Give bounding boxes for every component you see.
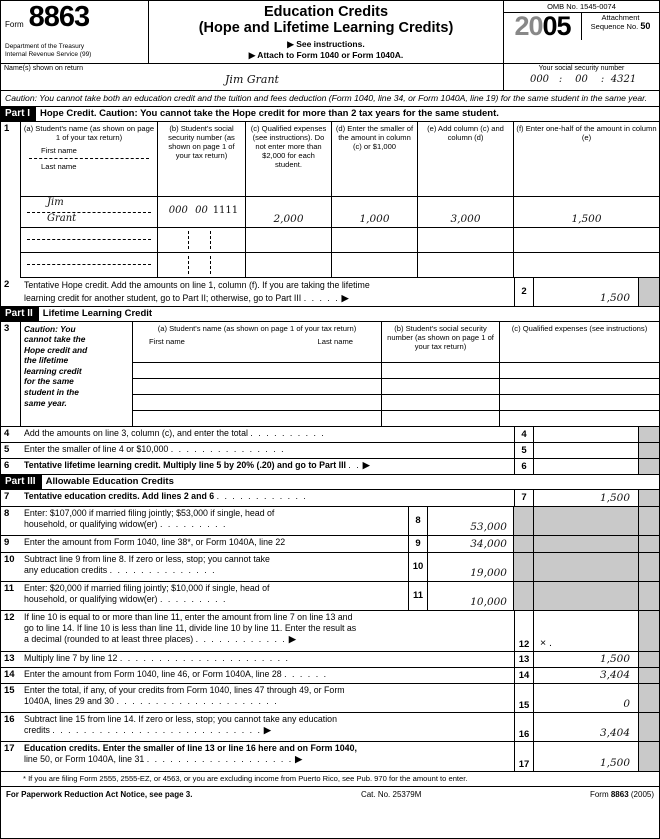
part-1-title: Hope Credit. Caution: You cannot take the Hope credit for more than 2 tax years for the same student. bbox=[36, 107, 659, 121]
line-15-value: 0 bbox=[623, 697, 630, 710]
part-2-caution-line-2: cannot take the bbox=[24, 334, 86, 345]
line-16-number: 16 bbox=[4, 713, 15, 725]
line-17-cents-box bbox=[638, 742, 659, 771]
line-12-number: 12 bbox=[4, 611, 15, 623]
line-5-number: 5 bbox=[4, 443, 10, 455]
line-6-arrow-icon: ▶ bbox=[362, 459, 370, 470]
footer-center: Cat. No. 25379M bbox=[360, 789, 422, 799]
line-15-text-2: 1040A, lines 29 and 30 bbox=[24, 695, 114, 706]
row-3-half-cell[interactable] bbox=[514, 253, 659, 277]
ssn-field-cell[interactable] bbox=[504, 64, 659, 90]
line-8-text-2: household, or qualifying widow(er) bbox=[24, 518, 158, 529]
line-17-text-2: line 50, or Form 1040A, line 31 bbox=[24, 753, 145, 764]
row-1-last-name: Grant bbox=[47, 212, 77, 224]
p2-col-b-header: (b) Student's social security number (as shown on page 1 of your tax return) bbox=[382, 322, 500, 362]
line-11-dots: . . . . . . . . . bbox=[159, 593, 228, 604]
line-9-text: Enter the amount from Form 1040, line 38*, or Form 1040A, line 22 bbox=[24, 536, 286, 547]
line-17-box-number: 17 bbox=[514, 742, 534, 771]
row-1-smaller: 1,000 bbox=[359, 212, 390, 225]
line-15-box-number: 15 bbox=[514, 684, 534, 712]
p2-col-a-title: (a) Student's name (as shown on page 1 of your tax return) bbox=[157, 323, 357, 333]
table-row[interactable] bbox=[21, 228, 659, 253]
line-12-value: × . bbox=[540, 636, 552, 649]
p2-row-4-ssn-cell[interactable] bbox=[382, 411, 500, 426]
line-5-row bbox=[1, 443, 659, 459]
line-12-amount-box[interactable] bbox=[534, 611, 638, 651]
line-14-cents-box bbox=[638, 668, 659, 683]
ssn-divider-2: : bbox=[600, 74, 605, 85]
line-14-row bbox=[1, 668, 659, 684]
footer-form-word: Form bbox=[589, 789, 609, 799]
form-header bbox=[1, 1, 659, 64]
line-16-text-1: Subtract line 15 from line 14. If zero or less, stop; you cannot take any education bbox=[24, 713, 337, 724]
part-1-bar bbox=[1, 107, 659, 122]
line-16-row bbox=[1, 713, 659, 742]
line-7-text-wrap bbox=[21, 490, 514, 506]
form-identity-block bbox=[1, 1, 149, 63]
line-8-cents-blocked bbox=[638, 507, 659, 535]
line-2-number: 2 bbox=[4, 278, 10, 290]
line-13-text: Multiply line 7 by line 12 bbox=[24, 652, 118, 663]
row-1-smaller-cell[interactable] bbox=[332, 197, 418, 227]
line-8-dots: . . . . . . . . . bbox=[159, 518, 228, 529]
line-7-number: 7 bbox=[4, 490, 10, 502]
table-row[interactable] bbox=[133, 379, 659, 395]
part-3-footnote: * If you are filing Form 2555, 2555-EZ, or 4563, or you are excluding income from Puerto Rico, see Pub. 970 for the amount to enter. bbox=[23, 773, 468, 783]
table-row[interactable] bbox=[133, 411, 659, 426]
omb-number: OMB No. 1545-0074 bbox=[504, 1, 659, 13]
line-2-row bbox=[1, 278, 659, 307]
line-12-arrow-icon: ▶ bbox=[288, 633, 296, 644]
tax-year-suffix: 05 bbox=[542, 11, 571, 41]
line-5-text-wrap bbox=[21, 443, 514, 458]
row-1-half-cell[interactable] bbox=[514, 197, 659, 227]
row-3-add-cell[interactable] bbox=[418, 253, 514, 277]
line-4-text: Add the amounts on line 3, column (c), and enter the total bbox=[24, 427, 248, 438]
line-8-sub-value: 53,000 bbox=[470, 520, 507, 533]
line-2-value: 1,500 bbox=[599, 291, 630, 304]
line-15-text-1: Enter the total, if any, of your credits from Form 1040, lines 47 through 49, or Form bbox=[24, 684, 345, 695]
line-10-main-blocked bbox=[534, 553, 638, 581]
ssn-part-2: 00 bbox=[575, 74, 588, 85]
part-1-table bbox=[1, 122, 659, 278]
p2-row-2-name-cell[interactable] bbox=[133, 379, 382, 394]
row-1-add-cell[interactable] bbox=[418, 197, 514, 227]
attachment-number: 50 bbox=[640, 21, 651, 31]
attachment-label-1: Attachment bbox=[601, 13, 640, 22]
part-2-caution-line-3: Hope credit and bbox=[24, 344, 88, 355]
part-2-caution bbox=[21, 322, 133, 426]
row-1-ssn-part-1: 000 bbox=[168, 204, 188, 216]
line-12-box-number: 12 bbox=[514, 611, 534, 651]
line-16-dots: . . . . . . . . . . . . . . . . . . . . . . . . . . . bbox=[52, 724, 262, 735]
p2-row-1-qualified-cell[interactable] bbox=[500, 363, 659, 378]
row-3-smaller-cell[interactable] bbox=[332, 253, 418, 277]
line-3-number: 3 bbox=[1, 322, 21, 426]
part-2-caution-line-6: for the same bbox=[24, 376, 74, 387]
row-3-name-cell[interactable] bbox=[21, 253, 158, 277]
col-f-header: (f) Enter one-half of the amount in column (e) bbox=[516, 123, 657, 142]
attachment-sequence bbox=[582, 13, 659, 40]
row-3-ssn-tick-1 bbox=[188, 256, 189, 274]
line-4-dots: . . . . . . . . . . bbox=[250, 427, 326, 438]
table-row[interactable] bbox=[133, 395, 659, 411]
p2-row-3-qualified-cell[interactable] bbox=[500, 395, 659, 410]
line-7-cents-box bbox=[638, 490, 659, 506]
line-13-amount-box[interactable] bbox=[534, 652, 638, 667]
form-title-line-1: Education Credits bbox=[263, 4, 389, 20]
line-11-sub-value: 10,000 bbox=[470, 595, 507, 608]
part-2-caution-line-4: the lifetime bbox=[24, 355, 69, 366]
col-d-header: (d) Enter the smaller of the amount in column (c) or $1,000 bbox=[332, 122, 418, 196]
line-13-row bbox=[1, 652, 659, 668]
line-4-text-wrap bbox=[21, 427, 514, 442]
ssn-field-value bbox=[504, 74, 659, 85]
line-6-amount-box[interactable] bbox=[534, 459, 638, 474]
caution-note: Caution: You cannot take both an education credit and the tuition and fees deduction (Form 1040, line 34, or Form 1040A, line 19) for the same student in the same year. bbox=[1, 91, 659, 107]
line-10-sub-amount-box[interactable] bbox=[428, 553, 514, 581]
line-7-value: 1,500 bbox=[599, 491, 630, 504]
line-12-dots: . . . . . . . . . . . . bbox=[195, 633, 287, 644]
line-15-number: 15 bbox=[4, 684, 15, 696]
line-10-text-2: any education credits bbox=[24, 564, 108, 575]
department-line-1: Department of the Treasury bbox=[5, 43, 85, 50]
line-9-text-wrap bbox=[21, 536, 408, 552]
line-11-row bbox=[1, 582, 659, 611]
table-row[interactable] bbox=[133, 363, 659, 379]
col-a-last-label: Last name bbox=[41, 161, 77, 171]
line-15-row bbox=[1, 684, 659, 713]
tax-year bbox=[504, 13, 582, 40]
line-4-box-number: 4 bbox=[514, 427, 534, 442]
line-12-row bbox=[1, 611, 659, 652]
line-4-number: 4 bbox=[4, 427, 10, 439]
p2-row-4-qualified-cell[interactable] bbox=[500, 411, 659, 426]
row-2-add-cell[interactable] bbox=[418, 228, 514, 252]
line-6-text-wrap bbox=[21, 459, 514, 474]
line-2-text-line-b bbox=[21, 292, 514, 305]
line-10-cents-blocked bbox=[638, 553, 659, 581]
row-2-qualified-cell[interactable] bbox=[246, 228, 332, 252]
line-15-cents-box bbox=[638, 684, 659, 712]
row-2-half-cell[interactable] bbox=[514, 228, 659, 252]
part-2-caution-line-8: same year. bbox=[24, 397, 67, 408]
line-2-arrow-icon: ▶ bbox=[341, 292, 349, 303]
row-3-qualified-cell[interactable] bbox=[246, 253, 332, 277]
table-row[interactable] bbox=[21, 253, 659, 278]
line-11-sub-cents-box bbox=[514, 582, 534, 610]
line-4-cents-box bbox=[638, 427, 659, 442]
row-3-ssn-tick-2 bbox=[210, 256, 211, 274]
line-4-row bbox=[1, 427, 659, 443]
line-17-text-1: Education credits. Enter the smaller of line 13 or line 16 here and on Form 1040, bbox=[24, 742, 357, 753]
part-2-label: Part II bbox=[5, 308, 33, 319]
line-7-amount-box[interactable] bbox=[534, 490, 638, 506]
part-2-caution-line-1: Caution: You bbox=[24, 323, 76, 334]
line-13-dots: . . . . . . . . . . . . . . . . . . . . . . bbox=[119, 652, 290, 663]
p2-row-1-name-cell[interactable] bbox=[133, 363, 382, 378]
footer-form-year: (2005) bbox=[630, 789, 654, 799]
line-16-arrow-icon: ▶ bbox=[263, 724, 271, 735]
line-10-number: 10 bbox=[4, 553, 15, 565]
form-number: 8863 bbox=[28, 1, 90, 33]
line-12-cents-box bbox=[638, 611, 659, 651]
line-17-text-wrap bbox=[21, 742, 514, 771]
ssn-field-label: Your social security number bbox=[538, 65, 625, 72]
line-6-text: Tentative lifetime learning credit. Multiply line 5 by 20% (.20) and go to Part III bbox=[24, 459, 346, 470]
footer-form-number: 8863 bbox=[610, 789, 629, 799]
line-16-value: 3,404 bbox=[599, 726, 630, 739]
line-10-row bbox=[1, 553, 659, 582]
line-7-text: Tentative education credits. Add lines 2 and 6 bbox=[24, 490, 215, 501]
line-13-cents-box bbox=[638, 652, 659, 667]
p2-row-2-ssn-cell[interactable] bbox=[382, 379, 500, 394]
line-17-value: 1,500 bbox=[599, 756, 630, 769]
line-1-number: 1 bbox=[1, 122, 21, 278]
col-e-header: (e) Add column (c) and column (d) bbox=[418, 122, 514, 196]
line-15-amount-box[interactable] bbox=[534, 684, 638, 712]
part-2-column-headers bbox=[133, 322, 659, 363]
footer-right bbox=[590, 790, 654, 799]
form-title-block bbox=[149, 1, 504, 63]
line-5-dots: . . . . . . . . . . . . . . . bbox=[170, 443, 286, 454]
line-2-text-b: learning credit for another student, go to Part II; otherwise, go to Part III bbox=[24, 292, 302, 303]
row-2-ssn-tick-2 bbox=[210, 231, 211, 249]
part-3-title: Allowable Education Credits bbox=[42, 475, 659, 489]
line-16-text-wrap bbox=[21, 713, 514, 741]
row-2-ssn-cell[interactable] bbox=[158, 228, 246, 252]
line-14-text: Enter the amount from Form 1040, line 46, or Form 1040A, line 28 bbox=[24, 668, 282, 679]
line-8-text-1: Enter: $107,000 if married filing jointly; $53,000 if single, head of bbox=[24, 507, 275, 518]
line-13-text-wrap bbox=[21, 652, 514, 667]
omb-year-block bbox=[504, 1, 659, 63]
table-row[interactable] bbox=[21, 197, 659, 228]
line-2-dots: . . . . . bbox=[303, 292, 340, 303]
line-17-amount-box[interactable] bbox=[534, 742, 638, 771]
col-a-header bbox=[21, 122, 158, 196]
line-16-amount-box[interactable] bbox=[534, 713, 638, 741]
page-footer bbox=[1, 786, 659, 799]
line-17-row bbox=[1, 742, 659, 772]
part-1-label: Part I bbox=[5, 108, 31, 119]
line-2-text-a: Tentative Hope credit. Add the amounts on line 1, column (f). If you are taking the lifetime bbox=[24, 279, 370, 290]
department-line-2: Internal Revenue Service (99) bbox=[5, 50, 92, 58]
line-16-cents-box bbox=[638, 713, 659, 741]
part-1-column-headers bbox=[21, 122, 659, 197]
form-title-line-2: (Hope and Lifetime Learning Credits) bbox=[198, 20, 454, 36]
part-2-bar bbox=[1, 307, 659, 322]
line-7-dots: . . . . . . . . . . . . bbox=[216, 490, 308, 501]
col-a-divider bbox=[29, 158, 149, 159]
line-9-sub-cents-box bbox=[514, 536, 534, 552]
name-field-label: Name(s) shown on return bbox=[4, 65, 83, 72]
line-12-text-wrap bbox=[21, 611, 514, 651]
line-15-dots: . . . . . . . . . . . . . . . . . . . . . bbox=[116, 695, 279, 706]
line-2-amount-box[interactable] bbox=[534, 278, 638, 306]
p2-row-3-name-cell[interactable] bbox=[133, 395, 382, 410]
attachment-label-2: Sequence No. bbox=[590, 22, 639, 31]
row-3-ssn-cell[interactable] bbox=[158, 253, 246, 277]
ssn-divider-1: : bbox=[558, 74, 563, 85]
line-7-box-number: 7 bbox=[514, 490, 534, 506]
form-word-label: Form bbox=[5, 20, 24, 29]
line-11-sub-box-number: 11 bbox=[408, 582, 428, 610]
line-8-sub-cents-box bbox=[514, 507, 534, 535]
row-2-smaller-cell[interactable] bbox=[332, 228, 418, 252]
row-1-ssn-part-2: 00 bbox=[195, 204, 208, 216]
p2-col-c-header: (c) Qualified expenses (see instructions) bbox=[511, 323, 648, 333]
line-9-main-blocked bbox=[534, 536, 638, 552]
line-9-number: 9 bbox=[4, 536, 10, 548]
line-6-row bbox=[1, 459, 659, 475]
p2-col-a-first-label: First name bbox=[149, 336, 185, 346]
line-10-sub-cents-box bbox=[514, 553, 534, 581]
line-5-text: Enter the smaller of line 4 or $10,000 bbox=[24, 443, 169, 454]
row-1-name-cell[interactable] bbox=[21, 197, 158, 227]
line-10-sub-value: 19,000 bbox=[470, 566, 507, 579]
p2-col-a-last-label: Last name bbox=[317, 336, 353, 346]
ssn-part-3: 4321 bbox=[610, 74, 637, 85]
part-3-label: Part III bbox=[5, 476, 36, 487]
line-8-number: 8 bbox=[4, 507, 10, 519]
line-10-text-wrap bbox=[21, 553, 408, 581]
line-16-text-2: credits bbox=[24, 724, 50, 735]
part-3-bar bbox=[1, 475, 659, 490]
line-11-text-2: household, or qualifying widow(er) bbox=[24, 593, 158, 604]
line-9-sub-box-number: 9 bbox=[408, 536, 428, 552]
line-14-amount-box[interactable] bbox=[534, 668, 638, 683]
line-6-number: 6 bbox=[4, 459, 10, 471]
line-5-cents-box bbox=[638, 443, 659, 458]
line-5-box-number: 5 bbox=[514, 443, 534, 458]
line-9-sub-amount-box[interactable] bbox=[428, 536, 514, 552]
line-9-cents-blocked bbox=[638, 536, 659, 552]
line-10-text-1: Subtract line 9 from line 8. If zero or less, stop; you cannot take bbox=[24, 553, 270, 564]
line-11-number: 11 bbox=[4, 582, 15, 594]
line-13-box-number: 13 bbox=[514, 652, 534, 667]
taxpayer-row bbox=[1, 64, 659, 91]
row-2-name-divider bbox=[27, 239, 151, 240]
line-11-cents-blocked bbox=[638, 582, 659, 610]
row-1-name-divider bbox=[27, 212, 151, 213]
name-field-value: Jim Grant bbox=[225, 73, 279, 86]
line-15-text-wrap bbox=[21, 684, 514, 712]
line-10-sub-box-number: 10 bbox=[408, 553, 428, 581]
line-7-row bbox=[1, 490, 659, 507]
line-12-text-2: go to line 14. If line 10 is less than line 11, divide line 10 by line 11. Enter the result as bbox=[24, 622, 357, 633]
line-13-number: 13 bbox=[4, 652, 15, 664]
part-2-title: Lifetime Learning Credit bbox=[39, 307, 659, 321]
line-8-text-wrap bbox=[21, 507, 408, 535]
line-6-cents-box bbox=[638, 459, 659, 474]
tax-year-prefix: 20 bbox=[514, 11, 543, 41]
line-9-row bbox=[1, 536, 659, 553]
line-2-box-number: 2 bbox=[514, 278, 534, 306]
line-11-text-wrap bbox=[21, 582, 408, 610]
name-field-cell[interactable] bbox=[1, 64, 504, 90]
line-16-box-number: 16 bbox=[514, 713, 534, 741]
part-2-caution-line-7: student in the bbox=[24, 387, 79, 398]
p2-col-a-header bbox=[133, 322, 382, 362]
row-1-first-name: Jim bbox=[47, 196, 64, 208]
col-c-header: (c) Qualified expenses (see instructions). Do not enter more than $2,000 for each student. bbox=[246, 122, 332, 196]
line-8-sub-box-number: 8 bbox=[408, 507, 428, 535]
row-1-add: 3,000 bbox=[450, 212, 481, 225]
see-instructions-note: ▶ See instructions. bbox=[287, 39, 365, 49]
line-9-sub-value: 34,000 bbox=[470, 537, 507, 550]
line-8-sub-amount-box[interactable] bbox=[428, 507, 514, 535]
col-b-header: (b) Student's social security number (as shown on page 1 of your tax return) bbox=[158, 122, 246, 196]
p2-row-3-ssn-cell[interactable] bbox=[382, 395, 500, 410]
part-2-table bbox=[1, 322, 659, 427]
col-a-title: (a) Student's name (as shown on page 1 of your tax return) bbox=[23, 123, 155, 142]
line-14-value: 3,404 bbox=[599, 668, 630, 681]
line-10-dots: . . . . . . . . . . . . . . bbox=[109, 564, 217, 575]
attach-to-note: ▶ Attach to Form 1040 or Form 1040A. bbox=[248, 50, 404, 60]
line-14-number: 14 bbox=[4, 668, 15, 680]
col-a-first-label: First name bbox=[41, 145, 77, 155]
line-13-value: 1,500 bbox=[599, 652, 630, 665]
line-5-amount-box[interactable] bbox=[534, 443, 638, 458]
line-17-arrow-icon: ▶ bbox=[295, 753, 302, 764]
line-8-main-blocked bbox=[534, 507, 638, 535]
p2-row-1-ssn-cell[interactable] bbox=[382, 363, 500, 378]
row-1-qualified: 2,000 bbox=[273, 212, 304, 225]
line-12-text-3: a decimal (rounded to at least three places) bbox=[24, 633, 194, 644]
part-2-caution-line-5: learning credit bbox=[24, 365, 82, 376]
line-4-amount-box[interactable] bbox=[534, 427, 638, 442]
row-1-half: 1,500 bbox=[571, 212, 602, 225]
line-17-dots: . . . . . . . . . . . . . . . . . . . bbox=[146, 753, 293, 764]
line-14-dots: . . . . . . bbox=[284, 668, 328, 679]
line-14-box-number: 14 bbox=[514, 668, 534, 683]
row-3-name-divider bbox=[27, 264, 151, 265]
line-11-text-1: Enter: $20,000 if married filing jointly; $10,000 if single, head of bbox=[24, 582, 270, 593]
line-6-dots: . . bbox=[348, 459, 361, 470]
row-2-name-cell[interactable] bbox=[21, 228, 158, 252]
row-1-ssn-part-3: 1111 bbox=[212, 204, 239, 216]
row-1-ssn bbox=[158, 205, 245, 216]
row-2-ssn-tick-1 bbox=[188, 231, 189, 249]
row-1-ssn-cell[interactable] bbox=[158, 197, 246, 227]
ssn-part-1: 000 bbox=[529, 74, 550, 85]
line-14-text-wrap bbox=[21, 668, 514, 683]
footer-left: For Paperwork Reduction Act Notice, see page 3. bbox=[6, 789, 193, 799]
line-2-cents-box bbox=[638, 278, 659, 306]
line-12-text-1: If line 10 is equal to or more than line 11, enter the amount from line 7 on line 13 and bbox=[24, 611, 353, 622]
line-17-number: 17 bbox=[4, 742, 15, 754]
p2-row-2-qualified-cell[interactable] bbox=[500, 379, 659, 394]
line-8-row bbox=[1, 507, 659, 536]
line-11-main-blocked bbox=[534, 582, 638, 610]
p2-row-4-name-cell[interactable] bbox=[133, 411, 382, 426]
line-6-box-number: 6 bbox=[514, 459, 534, 474]
line-11-sub-amount-box[interactable] bbox=[428, 582, 514, 610]
row-1-qualified-cell[interactable] bbox=[246, 197, 332, 227]
